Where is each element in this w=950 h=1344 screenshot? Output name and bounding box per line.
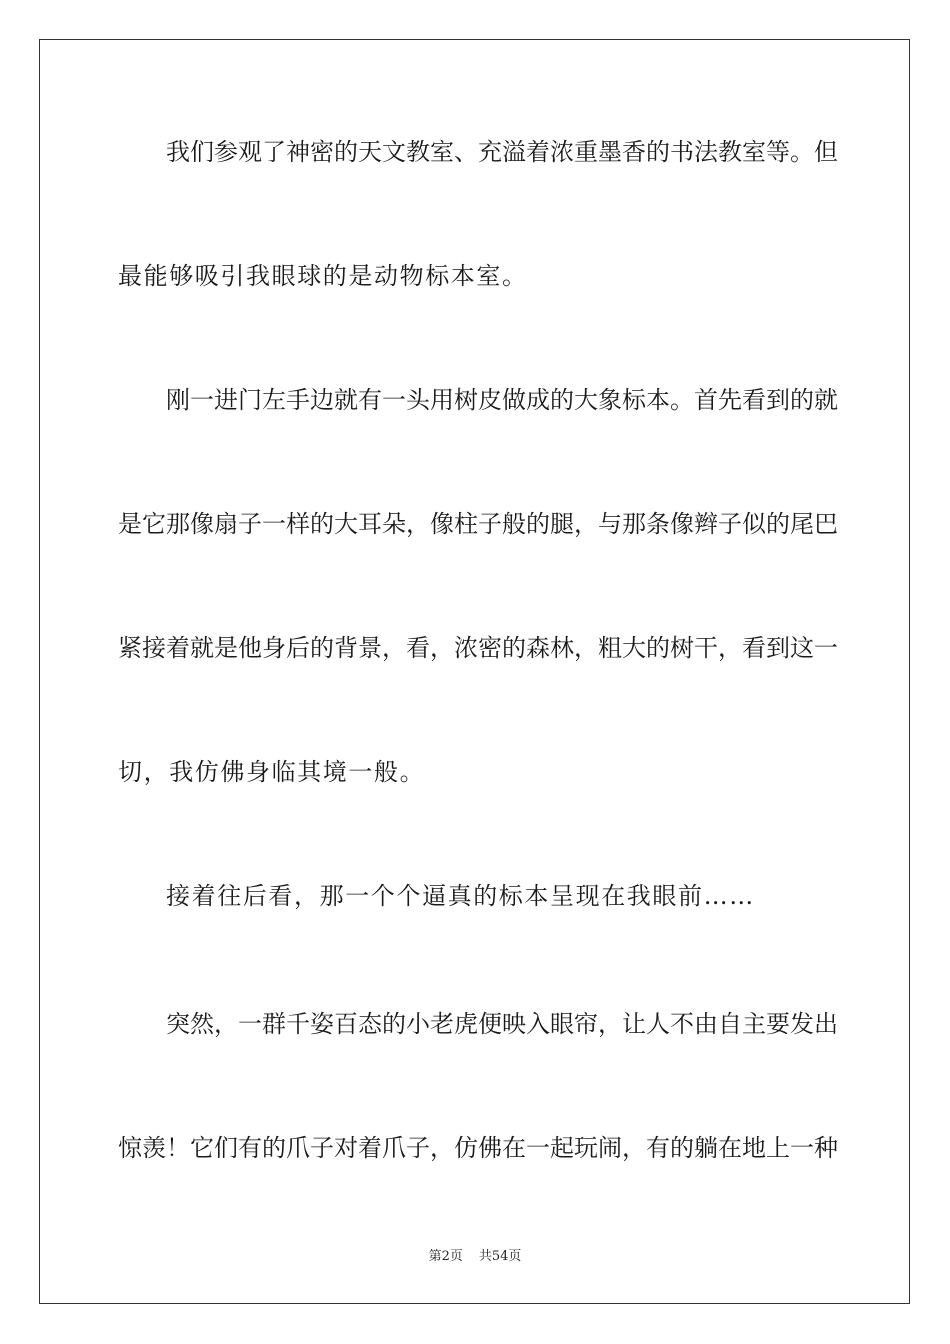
paragraph-2-line-3: 紧接着就是他身后的背景，看，浓密的森林，粗大的树干，看到这一 [118,634,838,662]
paragraph-1-line-1: 我们参观了神密的天文教室、充溢着浓重墨香的书法教室等。但 [166,138,838,166]
page-footer [0,1248,950,1266]
paragraph-2-line-2: 是它那像扇子一样的大耳朵，像柱子般的腿，与那条像辫子似的尾巴 [118,510,838,538]
paragraph-1-line-2: 最能够吸引我眼球的是动物标本室。 [118,262,528,290]
paragraph-4-line-2: 惊羡！它们有的爪子对着爪子，仿佛在一起玩闹，有的躺在地上一种 [118,1134,838,1162]
paragraph-2-line-4: 切，我仿佛身临其境一般。 [118,758,426,786]
page-border [39,39,910,1304]
paragraph-3-line-1: 接着往后看，那一个个逼真的标本呈现在我眼前…… [166,882,755,910]
page-number: 第2页 [428,1249,463,1264]
paragraph-2-line-1: 刚一进门左手边就有一头用树皮做成的大象标本。首先看到的就 [166,386,838,414]
paragraph-4-line-1: 突然，一群千姿百态的小老虎便映入眼帘，让人不由自主要发出 [166,1010,838,1038]
page-total: 共54页 [478,1249,522,1264]
